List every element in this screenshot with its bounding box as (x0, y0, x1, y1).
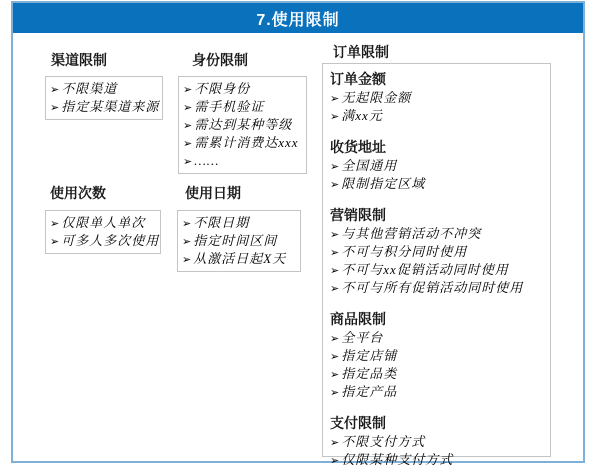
arrow-bullet-icon: ➢ (330, 178, 340, 191)
list-item (330, 329, 543, 347)
list-item (330, 451, 543, 466)
list-item-text: 全平台 (341, 330, 384, 345)
arrow-bullet-icon: ➢ (330, 454, 340, 466)
arrow-bullet-icon: ➢ (330, 110, 340, 123)
list-item-text: 可多人多次使用 (61, 233, 160, 248)
list-item (330, 89, 543, 107)
list-item (50, 214, 156, 232)
list-item (183, 152, 302, 170)
arrow-bullet-icon: ➢ (182, 235, 192, 248)
list-item (182, 250, 296, 268)
list-item (330, 243, 543, 261)
subsection-title-marketing: 营销限制 (330, 207, 386, 223)
list-item (183, 116, 302, 134)
list-item-text: 限制指定区域 (341, 176, 426, 191)
list-item-text: 仅限单人单次 (61, 215, 146, 230)
list-item-text: 不可与所有促销活动同时使用 (341, 280, 524, 295)
channel-options-box (45, 76, 163, 120)
list-item (330, 383, 543, 401)
arrow-bullet-icon: ➢ (330, 264, 340, 277)
arrow-bullet-icon: ➢ (50, 83, 60, 96)
subsection-title-payment: 支付限制 (330, 415, 386, 431)
slide-title-bar (13, 3, 583, 33)
list-item (182, 232, 296, 250)
group-product (330, 310, 543, 401)
list-item-text: 满xx元 (341, 108, 383, 123)
section-title-channel: 渠道限制 (51, 52, 107, 68)
list-item-text: 需手机验证 (194, 99, 265, 114)
arrow-bullet-icon: ➢ (183, 101, 193, 114)
order-restrictions-box (322, 63, 551, 466)
arrow-bullet-icon: ➢ (50, 217, 60, 230)
list-item (183, 98, 302, 116)
list-item-text: 指定时间区间 (193, 233, 278, 248)
list-item (182, 214, 296, 232)
order-amount-options (330, 89, 543, 125)
list-item-text: 不可与积分同时使用 (341, 244, 468, 259)
list-item-text: 从激活日起X天 (193, 251, 287, 266)
list-item-text: 与其他营销活动不冲突 (341, 226, 482, 241)
list-item (330, 279, 543, 297)
arrow-bullet-icon: ➢ (330, 228, 340, 241)
list-item-text: 指定店铺 (341, 348, 398, 363)
list-item (330, 433, 543, 451)
group-order-amount (330, 70, 543, 125)
arrow-bullet-icon: ➢ (330, 368, 340, 381)
list-item-text: 指定产品 (341, 384, 398, 399)
list-item (183, 80, 302, 98)
list-item (330, 157, 543, 175)
list-item-text: 无起限金额 (341, 90, 412, 105)
subsection-title-order-amount: 订单金额 (330, 71, 386, 87)
marketing-options (330, 225, 543, 297)
arrow-bullet-icon: ➢ (50, 235, 60, 248)
list-item-text: 不可与xx促销活动同时使用 (341, 262, 509, 277)
list-item-text: 不限日期 (193, 215, 250, 230)
list-item (330, 365, 543, 383)
arrow-bullet-icon: ➢ (330, 246, 340, 259)
section-title-order: 订单限制 (333, 44, 389, 60)
payment-options (330, 433, 543, 466)
list-item-text: 不限渠道 (61, 81, 118, 96)
list-item (50, 98, 158, 116)
list-item (330, 225, 543, 243)
list-item-text: 需累计消费达xxx (194, 135, 299, 150)
usage-count-options-box (45, 210, 161, 254)
list-item-text: 不限支付方式 (341, 434, 426, 449)
arrow-bullet-icon: ➢ (330, 436, 340, 449)
subsection-title-shipping-address: 收货地址 (330, 139, 386, 155)
group-marketing (330, 206, 543, 297)
group-payment (330, 414, 543, 466)
arrow-bullet-icon: ➢ (330, 386, 340, 399)
list-item-text: 仅限某种支付方式 (341, 452, 454, 466)
list-item-text: 指定某渠道来源 (61, 99, 160, 114)
list-item-text: 不限身份 (194, 81, 251, 96)
list-item (50, 80, 158, 98)
arrow-bullet-icon: ➢ (330, 350, 340, 363)
list-item (50, 232, 160, 250)
section-title-usage-date: 使用日期 (185, 185, 241, 201)
arrow-bullet-icon: ➢ (183, 137, 193, 150)
arrow-bullet-icon: ➢ (183, 83, 193, 96)
list-item-text: 全国通用 (341, 158, 398, 173)
section-title-identity: 身份限制 (192, 52, 248, 68)
section-title-usage-count: 使用次数 (50, 185, 106, 201)
arrow-bullet-icon: ➢ (183, 119, 193, 132)
page-title: 7.使用限制 (256, 11, 340, 29)
arrow-bullet-icon: ➢ (50, 101, 60, 114)
product-options (330, 329, 543, 401)
list-item (330, 175, 543, 193)
arrow-bullet-icon: ➢ (330, 282, 340, 295)
list-item (183, 134, 302, 152)
list-item-text: 需达到某种等级 (194, 117, 293, 132)
arrow-bullet-icon: ➢ (330, 92, 340, 105)
list-item (330, 261, 543, 279)
arrow-bullet-icon: ➢ (182, 217, 192, 230)
list-item (330, 347, 543, 365)
arrow-bullet-icon: ➢ (182, 253, 192, 266)
usage-date-options-box (177, 210, 301, 272)
shipping-address-options (330, 157, 543, 193)
group-shipping-address (330, 138, 543, 193)
subsection-title-product: 商品限制 (330, 311, 386, 327)
list-item-text: 指定品类 (341, 366, 398, 381)
list-item (330, 107, 543, 125)
arrow-bullet-icon: ➢ (330, 160, 340, 173)
identity-options-box (178, 76, 307, 174)
list-item-text: …… (194, 153, 220, 168)
arrow-bullet-icon: ➢ (183, 155, 193, 168)
arrow-bullet-icon: ➢ (330, 332, 340, 345)
